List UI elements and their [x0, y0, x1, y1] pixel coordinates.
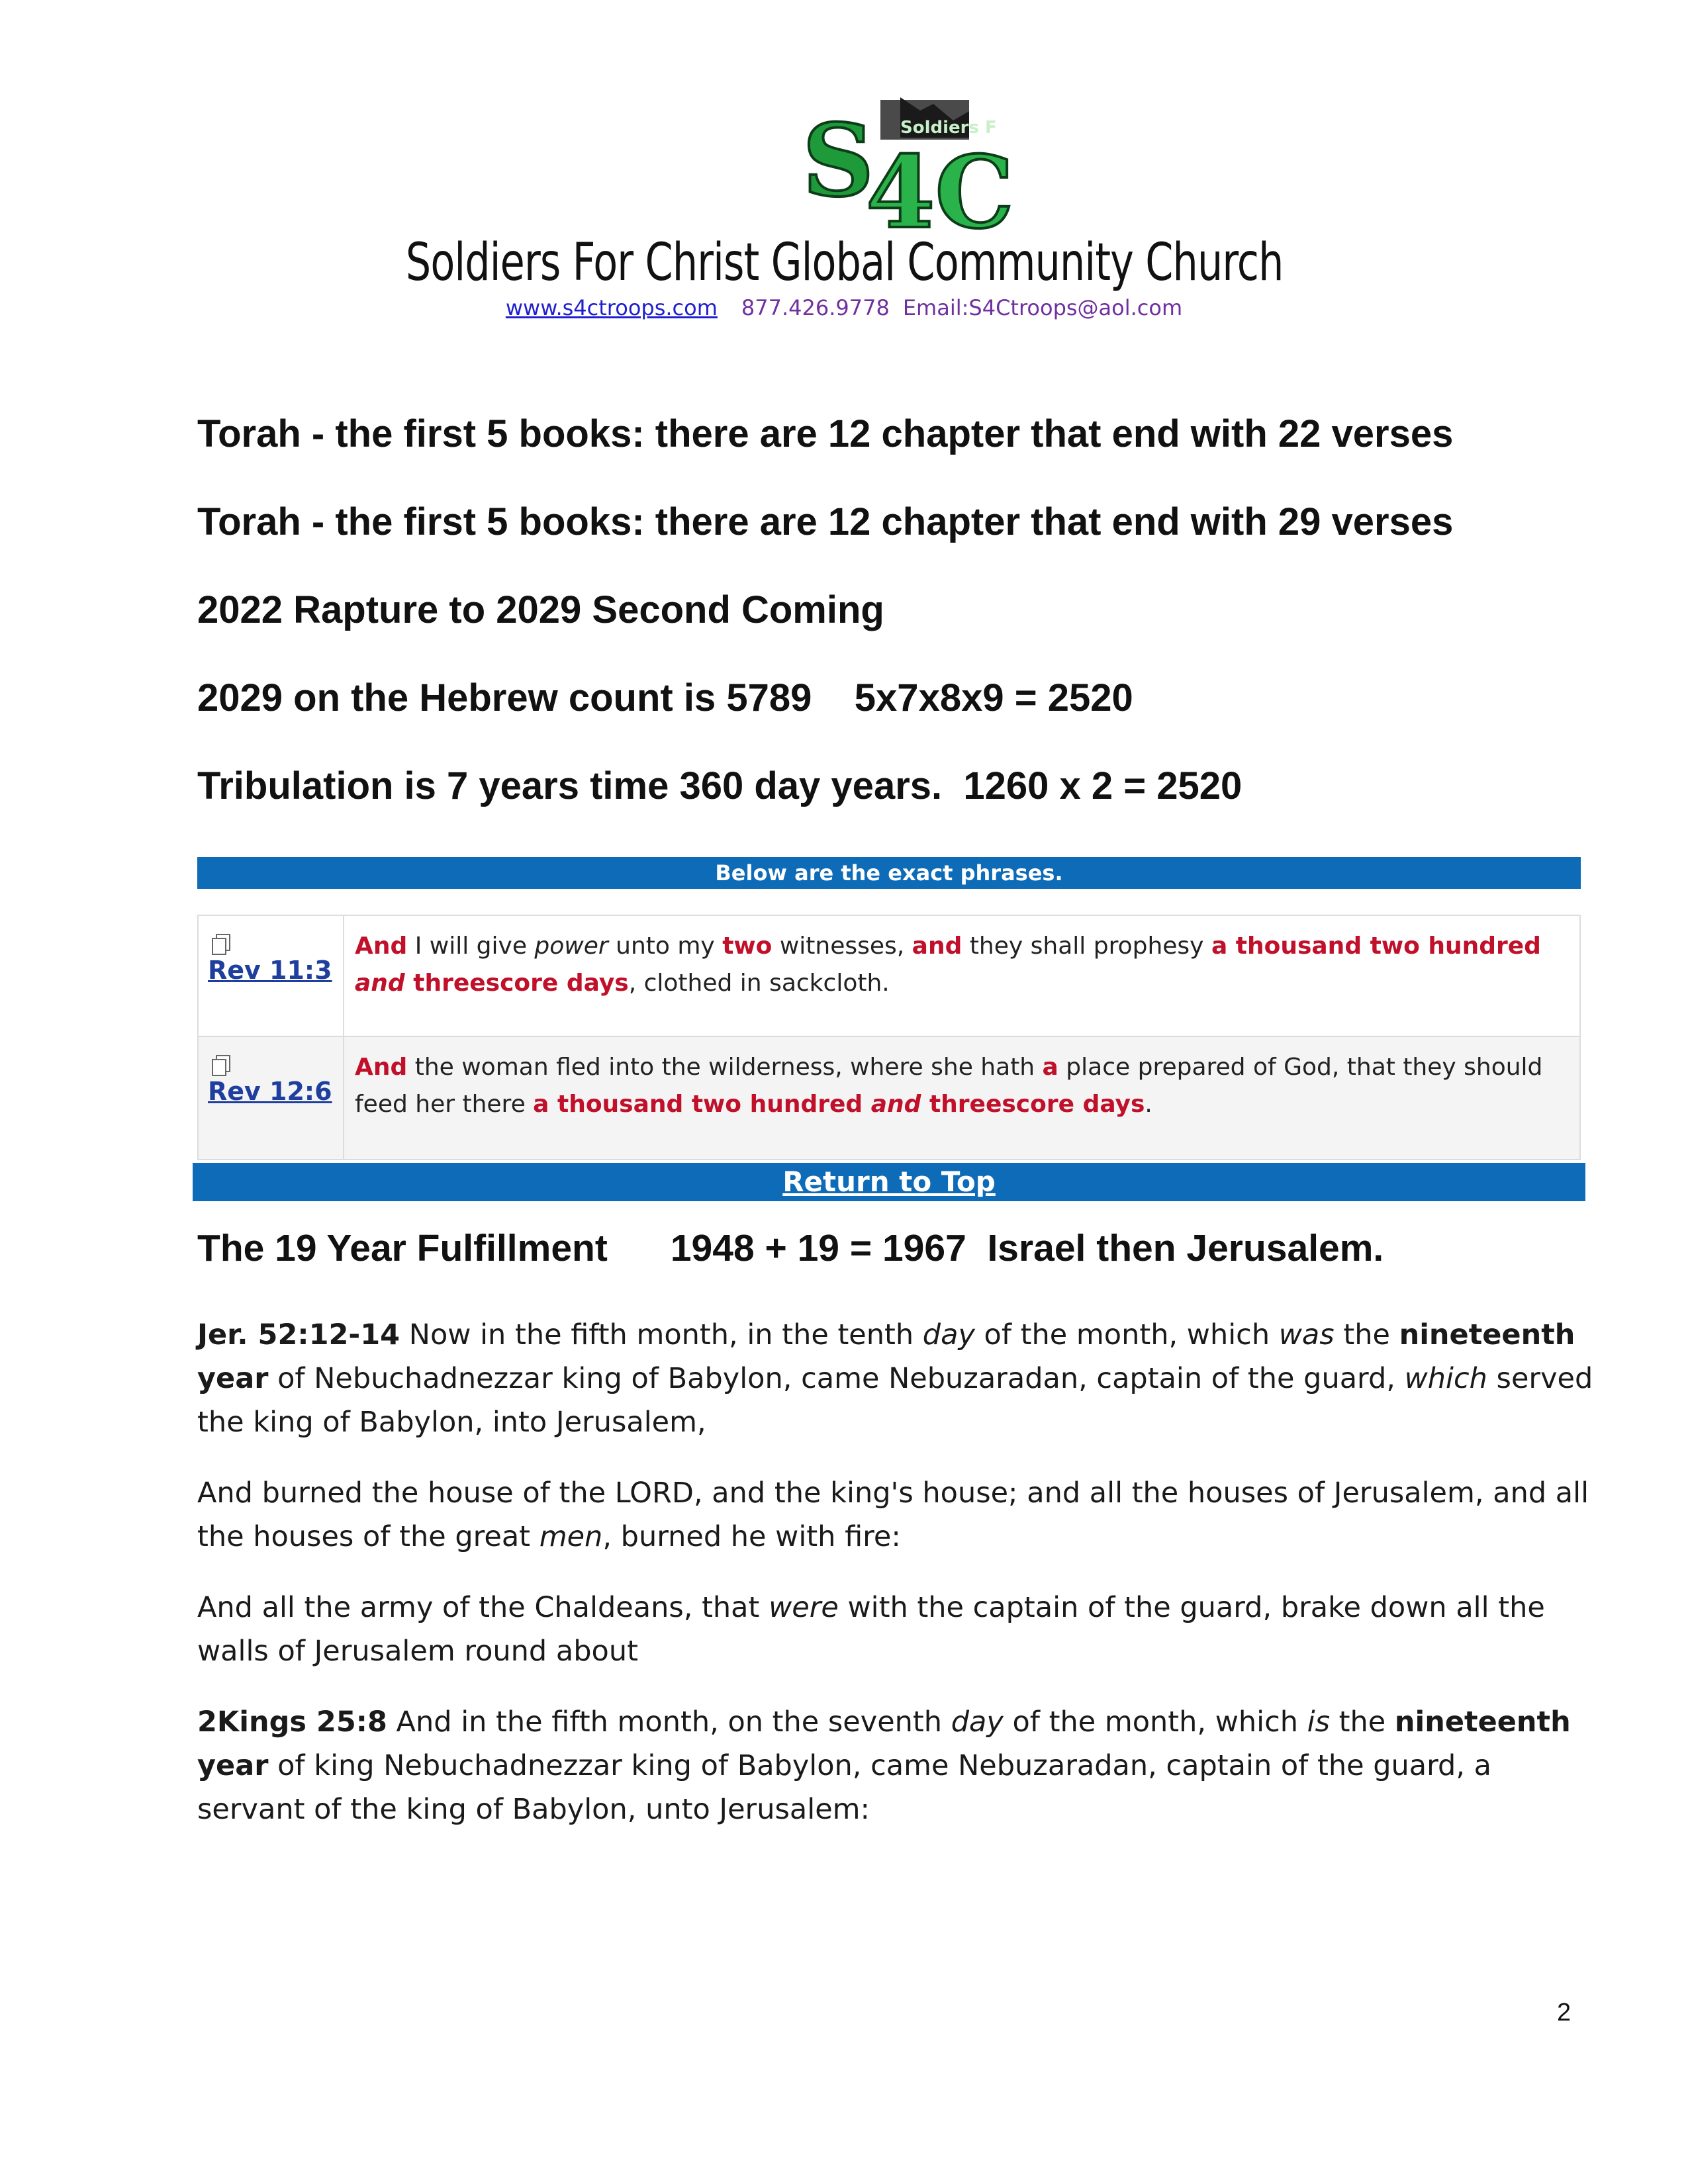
page-number: 2: [1557, 1999, 1571, 2026]
verse-text: And I will give power unto my two witnesses, and they shall prophesy a thousand two hundred and threescore days, clothed in sackcloth.: [344, 915, 1580, 1036]
heading-tribulation: Tribulation is 7 years time 360 day years. 1260 x 2 = 2520: [197, 764, 1243, 807]
return-to-top-link[interactable]: Return to Top: [782, 1165, 996, 1198]
verse-ref-link[interactable]: Rev 12:6: [208, 1077, 332, 1106]
table-row: [198, 1036, 1580, 1160]
logo-subtext: Soldiers F: [900, 118, 997, 138]
website-link[interactable]: www.s4ctroops.com: [505, 295, 718, 320]
svg-text:4C: 4C: [866, 134, 1014, 251]
verse-ref: Jer. 52:12-14: [197, 1318, 400, 1351]
heading-rapture: 2022 Rapture to 2029 Second Coming: [197, 588, 884, 631]
verse-ref: 2Kings 25:8: [197, 1706, 387, 1739]
church-name: Soldiers For Christ Global Community Church: [405, 233, 1284, 293]
heading-torah-22: Torah - the first 5 books: there are 12 chapter that end with 22 verses: [197, 412, 1454, 455]
copy-icon[interactable]: [211, 933, 232, 956]
heading-19-year: The 19 Year Fulfillment 1948 + 19 = 1967 Israel then Jerusalem.: [197, 1227, 1384, 1269]
heading-torah-29: Torah - the first 5 books: there are 12 chapter that end with 29 verses: [197, 500, 1454, 543]
paragraph-2kings: 2Kings 25:8 And in the fifth month, on the seventh day of the month, which is the nineteenth year of king Nebuchadnezzar king of Babylon, came Nebuzaradan, captain of the guard, a servant of the king of Babylon, unto Jerusalem:: [197, 1706, 1571, 1826]
return-bar: [193, 1163, 1585, 1201]
svg-text:S: S: [802, 103, 874, 219]
paragraph-chaldeans: And all the army of the Chaldeans, that were with the captain of the guard, brake down all the walls of Jerusalem round about: [197, 1591, 1545, 1668]
paragraph-jeremiah: Jer. 52:12-14 Now in the fifth month, in the tenth day of the month, which was the nineteenth year of Nebuchadnezzar king of Babylon, came Nebuzaradan, captain of the guard, which served the king of Babylon, into Jerusalem,: [197, 1318, 1593, 1439]
copy-icon[interactable]: [211, 1054, 232, 1077]
phrases-banner: Below are the exact phrases.: [197, 857, 1581, 889]
heading-hebrew-count: 2029 on the Hebrew count is 5789 5x7x8x9 = 2520: [197, 676, 1133, 719]
email-address[interactable]: Email:S4Ctroops@aol.com: [902, 295, 1183, 320]
verse-ref-link[interactable]: Rev 11:3: [208, 956, 332, 985]
phone-number: 877.426.9778: [741, 295, 890, 320]
paragraph-burned: And burned the house of the LORD, and the king's house; and all the houses of Jerusalem, and all the houses of the great men, burned he with fire:: [197, 1477, 1589, 1553]
church-logo: [801, 96, 1014, 251]
verse-text: And the woman fled into the wilderness, where she hath a place prepared of God, that they should feed her there a thousand two hundred and threescore days.: [344, 1036, 1580, 1160]
table-row: [198, 915, 1580, 1036]
verses-table: [197, 915, 1581, 1160]
contact-line: [0, 295, 1688, 320]
